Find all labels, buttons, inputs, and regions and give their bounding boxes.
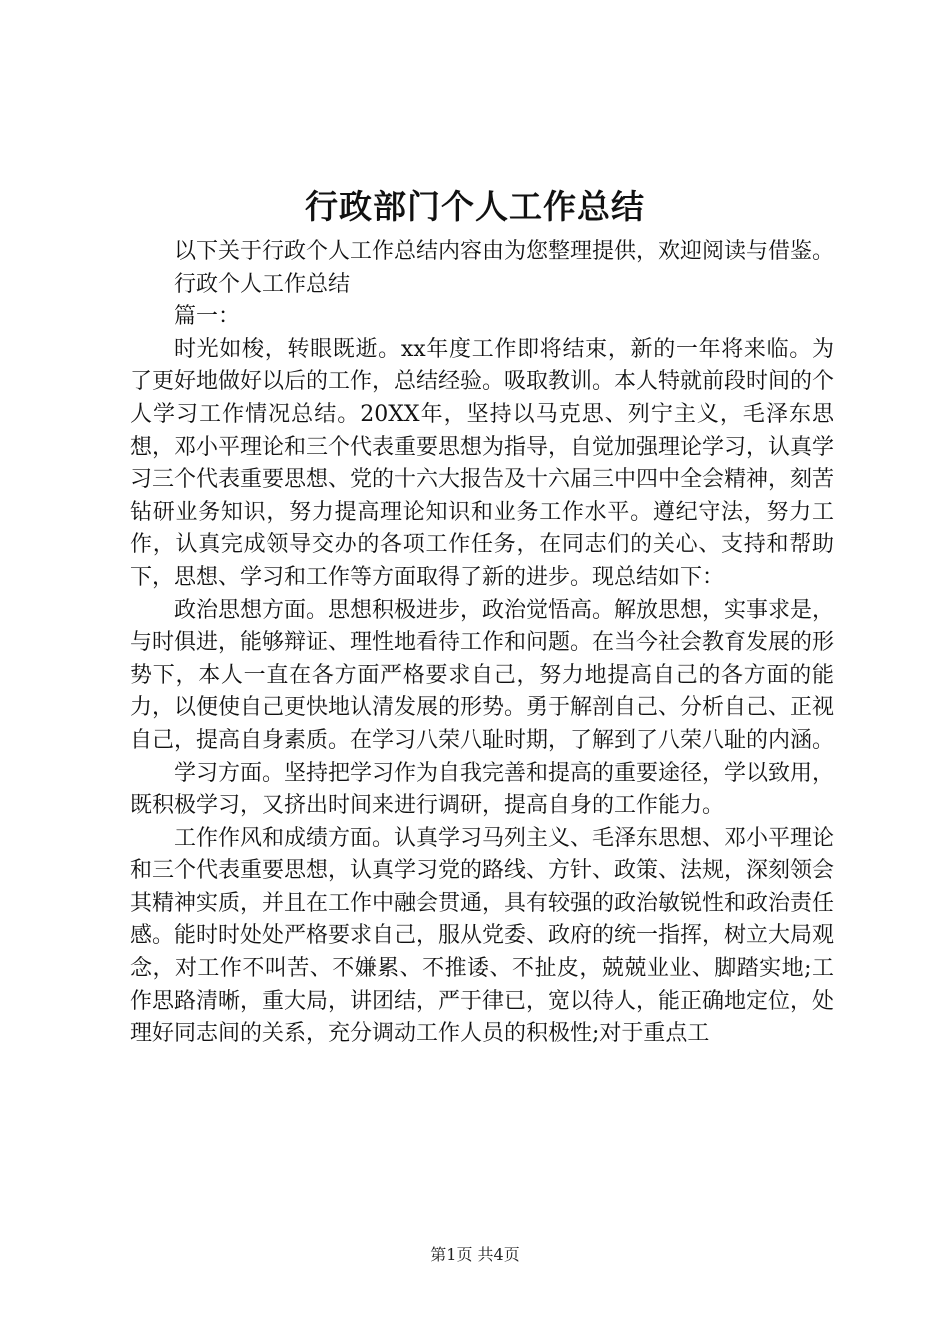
body-paragraph: 政治思想方面。思想积极进步，政治觉悟高。解放思想，实事求是，与时俱进，能够辩证、理性地看待工作和问题。在当今社会教育发展的形势下，本人一直在各方面严格要求自己，努力地提高自己的各方面的能力，以便使自己更快地认清发展的形势。勇于解剖自己、分析自己、正视自己，提高自身素质。在学习八荣八耻时期，了解到了八荣八耻的内涵。 xyxy=(130,597,835,753)
body-paragraph: 工作作风和成绩方面。认真学习马列主义、毛泽东思想、邓小平理论和三个代表重要思想，认真学习党的路线、方针、政策、法规，深刻领会其精神实质，并且在工作中融会贯通，具有较强的政治敏锐性和政治责任感。能时时处处严格要求自己，服从党委、政府的统一指挥，树立大局观念，对工作不叫苦、不嫌累、不推诿、不扯皮，兢兢业业、脚踏实地;工作思路清晰，重大局，讲团结，严于律已，宽以待人，能正确地定位，处理好同志间的关系，充分调动工作人员的积极性;对于重点工 xyxy=(130,825,835,1047)
body-paragraph: 学习方面。坚持把学习作为自我完善和提高的重要途径，学以致用，既积极学习，又挤出时间来进行调研，提高自身的工作能力。 xyxy=(130,760,835,819)
document-body xyxy=(130,236,834,1051)
section-heading: 行政个人工作总结 xyxy=(174,271,351,297)
page-footer: 第1页 共4页 xyxy=(430,1245,520,1264)
intro-paragraph: 以下关于行政个人工作总结内容由为您整理提供，欢迎阅读与借鉴。 xyxy=(174,239,835,264)
document-title: 行政部门个人工作总结 xyxy=(305,187,645,226)
part-label: 篇一： xyxy=(174,304,241,330)
body-paragraph: 时光如梭，转眼既逝。xx年度工作即将结束，新的一年将来临。为了更好地做好以后的工作，总结经验。吸取教训。本人特就前段时间的个人学习工作情况总结。20XX年，坚持以马克思、列宁主义，毛泽东思想，邓小平理论和三个代表重要思想为指导，自觉加强理论学习，认真学习三个代表重要思想、党的十六大报告及十六届三中四中全会精神，刻苦钻研业务知识，努力提高理论知识和业务工作水平。遵纪守法，努力工作，认真完成领导交办的各项工作任务，在同志们的关心、支持和帮助下，思想、学习和工作等方面取得了新的进步。现总结如下： xyxy=(130,336,835,590)
